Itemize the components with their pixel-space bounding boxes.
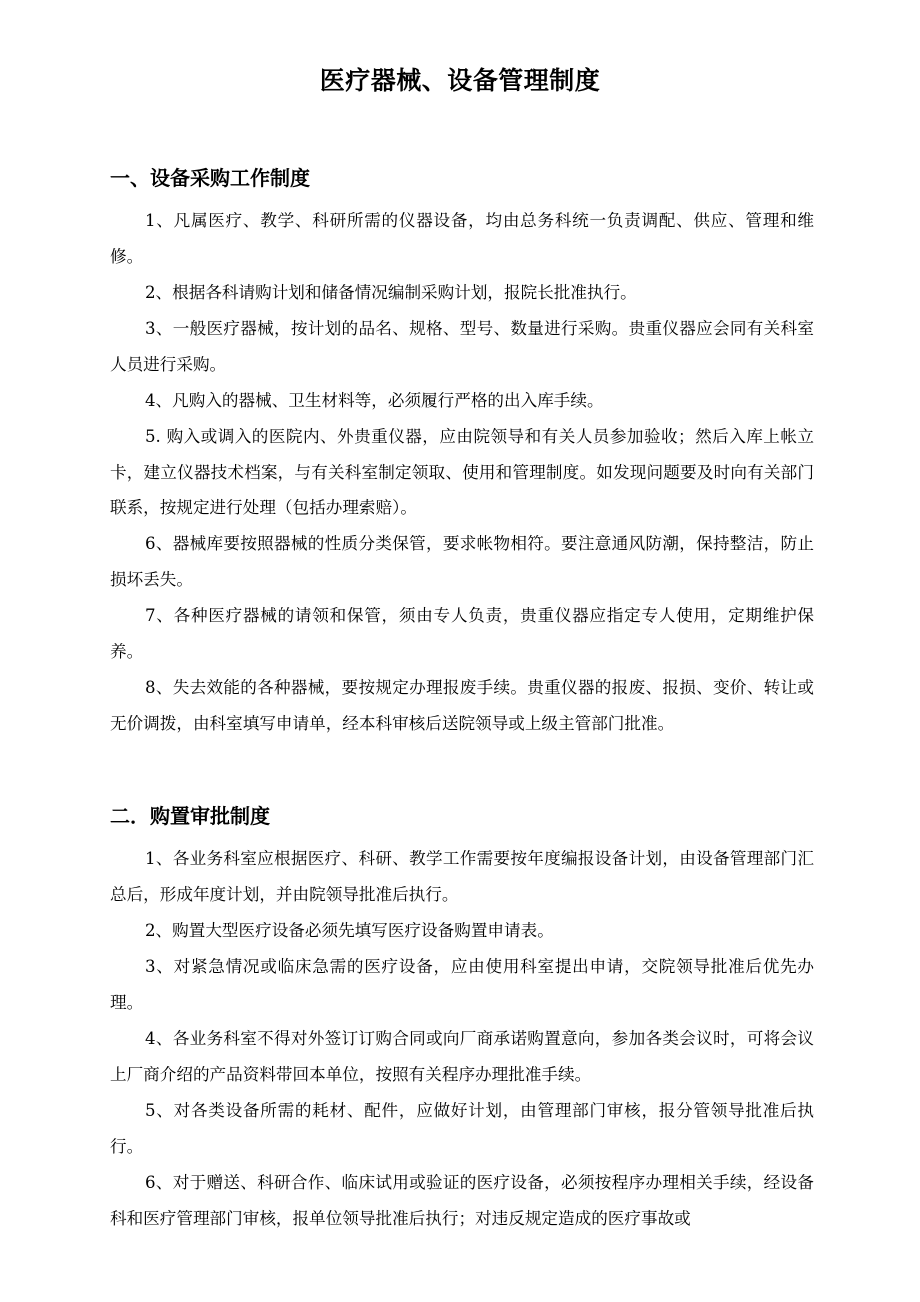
paragraph: 4、凡购入的器械、卫生材料等，必须履行严格的出入库手续。 <box>145 391 604 410</box>
paragraph: 5、对各类设备所需的耗材、配件，应做好计划，由管理部门审核，报分管领导批准后执行。 <box>110 1101 814 1156</box>
paragraph: 4、各业务科室不得对外签订订购合同或向厂商承诺购置意向，参加各类会议时，可将会议上厂商介绍的产品资料带回本单位，按照有关程序办理批准手续。 <box>110 1029 814 1084</box>
paragraph: 1、各业务科室应根据医疗、科研、教学工作需要按年度编报设备计划，由设备管理部门汇总后，形成年度计划，并由院领导批准后执行。 <box>110 849 814 904</box>
paragraph: 7、各种医疗器械的请领和保管，须由专人负责，贵重仪器应指定专人使用，定期维护保养。 <box>110 606 814 661</box>
section-heading-approval: 二．购置审批制度 <box>110 804 270 828</box>
paragraph: 5. 购入或调入的医院内、外贵重仪器，应由院领导和有关人员参加验收；然后入库上帐立卡，建立仪器技术档案，与有关科室制定领取、使用和管理制度。如发现问题要及时向有关部门联系，按规定进行处理（包括办理索赔）。 <box>110 427 814 517</box>
paragraph: 8、失去效能的各种器械，要按规定办理报废手续。贵重仪器的报废、报损、变价、转让或无价调拨，由科室填写申请单，经本科审核后送院领导或上级主管部门批准。 <box>110 678 814 733</box>
section-heading-procurement: 一、设备采购工作制度 <box>110 166 310 190</box>
paragraph: 6、对于赠送、科研合作、临床试用或验证的医疗设备，必须按程序办理相关手续，经设备科和医疗管理部门审核，报单位领导批准后执行；对违反规定造成的医疗事故或 <box>110 1173 814 1228</box>
paragraph: 6、器械库要按照器械的性质分类保管，要求帐物相符。要注意通风防潮，保持整洁，防止损坏丢失。 <box>110 534 814 589</box>
document-title: 医疗器械、设备管理制度 <box>319 66 601 95</box>
paragraph: 2、根据各科请购计划和储备情况编制采购计划，报院长批准执行。 <box>145 283 637 302</box>
paragraph: 3、对紧急情况或临床急需的医疗设备，应由使用科室提出申请，交院领导批准后优先办理。 <box>110 957 814 1012</box>
paragraph: 2、购置大型医疗设备必须先填写医疗设备购置申请表。 <box>145 921 554 940</box>
paragraph: 1、凡属医疗、教学、科研所需的仪器设备，均由总务科统一负责调配、供应、管理和维修。 <box>110 211 814 266</box>
paragraph: 3、一般医疗器械，按计划的品名、规格、型号、数量进行采购。贵重仪器应会同有关科室人员进行采购。 <box>110 319 814 374</box>
